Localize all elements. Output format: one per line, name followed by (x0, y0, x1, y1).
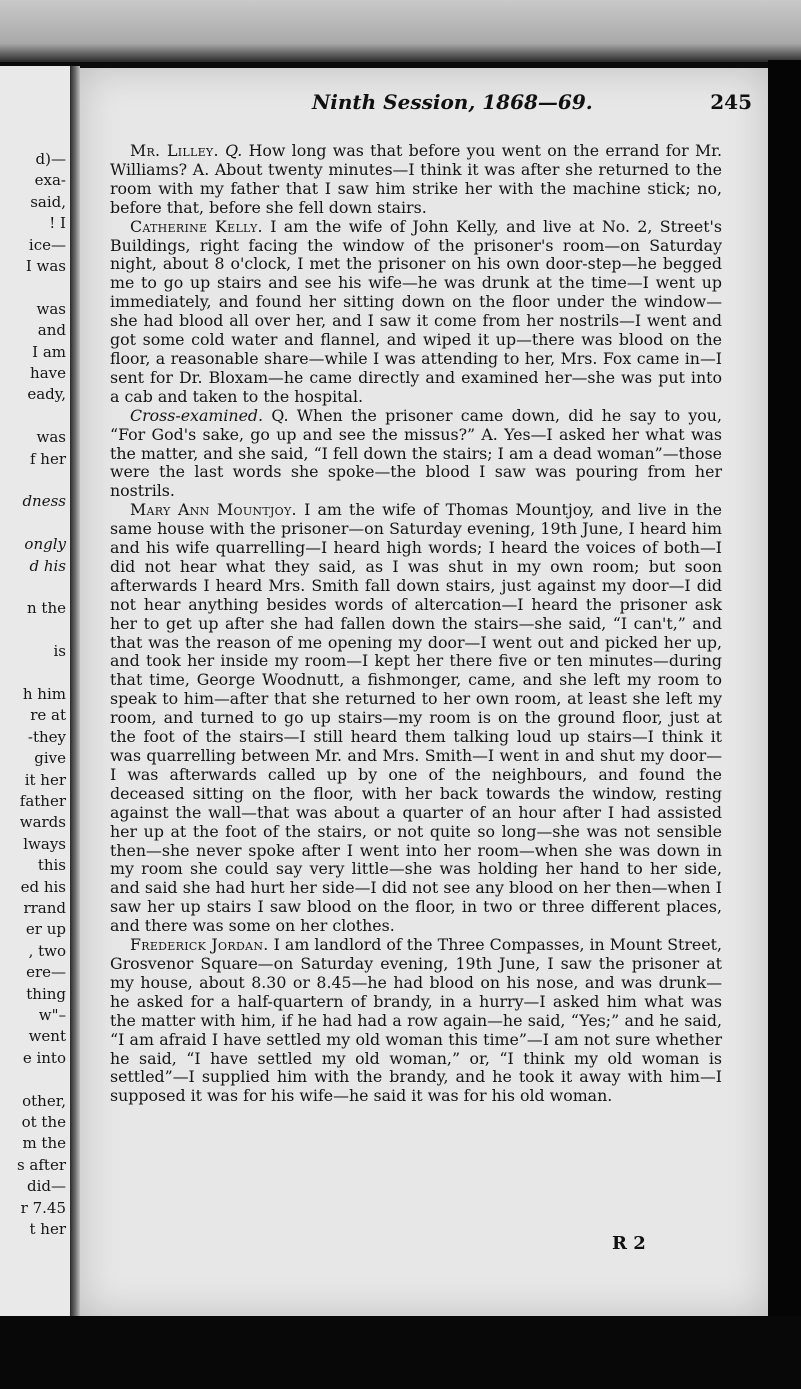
testimony-paragraph (110, 142, 722, 218)
testimony-paragraph (110, 936, 722, 1106)
facing-page-fragment: er up (25, 920, 66, 939)
facing-page-fragment: is (53, 642, 66, 661)
scan-right-border (768, 60, 801, 1389)
facing-page-fragment: ere— (26, 963, 66, 982)
facing-page-fragment: said, (30, 192, 66, 211)
facing-page-fragment: s after (16, 1155, 66, 1174)
facing-page-fragment: ice— (28, 235, 66, 254)
facing-page-fragment: d)— (35, 150, 66, 168)
facing-page-fragment: wards (19, 813, 66, 832)
facing-page-fragment: w"– (38, 1006, 66, 1024)
facing-page-fragment: dness (22, 492, 66, 511)
examination-label: Q. (225, 141, 243, 160)
facing-page-fragment: ot the (21, 1113, 66, 1131)
facing-page-fragment: this (37, 856, 66, 875)
testimony-paragraph (110, 407, 722, 502)
facing-page-fragment: t her (29, 1220, 66, 1238)
witness-name: Frederick Jordan. (130, 935, 269, 955)
facing-page-fragment: -they (27, 727, 66, 746)
facing-page-fragment: and (37, 321, 66, 340)
facing-page-fragment: rrand (23, 899, 66, 917)
facing-page-fragment: lways (23, 834, 66, 853)
page-number: 245 (710, 90, 752, 114)
testimony-text: I am landlord of the Three Compasses, in Mount Street, Grosvenor Square—on Saturday evening, 19th June, I saw the prisoner at my house, about 8.30 or 8.45—he had blood on his nose, and was drunk—he asked for a half-quartern of brandy, in a hurry—I asked him what was the matter with him, if he had had a row again—he said, “Yes;” and he said, “I am afraid I have settled my old woman this time”—I am not sure whether he said, “I have settled my old woman,” or, “I think my old woman is settled”—I supplied him with the brandy, and he took it away with him—I supposed it was for his wife—he said it was for his old woman. (110, 935, 722, 1106)
running-header (312, 90, 752, 120)
facing-page-fragment: was (36, 299, 66, 318)
facing-page-fragment: , two (28, 941, 66, 960)
examination-label: Cross-examined. (130, 405, 264, 425)
facing-page-fragment: m the (22, 1134, 66, 1153)
facing-page-fragment: I am (32, 342, 66, 361)
facing-page-fragment: n the (27, 599, 66, 618)
facing-page-fragment: re at (30, 706, 66, 725)
book-gutter (70, 66, 80, 1316)
facing-page-fragment: thing (26, 984, 66, 1003)
facing-page-fragment: eady, (27, 385, 66, 404)
document-page (80, 68, 768, 1316)
facing-page-fragment: d his (29, 556, 66, 575)
signature-mark: R 2 (612, 1233, 646, 1254)
facing-page-fragment: r 7.45 (20, 1198, 66, 1217)
facing-page-fragment: exa- (34, 171, 66, 190)
facing-page-fragment: h him (22, 685, 66, 703)
facing-page-fragment: father (19, 792, 66, 810)
testimony-text: I am the wife of John Kelly, and live at No. 2, Street's Buildings, right facing the window of the prisoner's room—on Saturday night, about 8 o'clock, I met the prisoner on his own door-step—he begged me to go up stairs and see his wife—he was drunk at the time—I went up immediately, and found her sitting down on the floor under the window—she had blood all over her, and I saw it come from her nostrils—I went and got some cold water and flannel, and wiped it up—there was blood on the floor, a reasonable share—while I was attending to her, Mrs. Fox came in—I sent for Dr. Bloxam—he came directly and examined her—she was put into a cab and taken to the hospital. (110, 216, 722, 406)
facing-page-fragment: ongly (24, 535, 66, 554)
testimony-paragraph (110, 218, 722, 407)
scan-bottom-border (0, 1316, 801, 1389)
facing-page-fragment: ed his (20, 877, 66, 896)
facing-page-fragment: did— (26, 1177, 66, 1196)
facing-page-fragment: went (28, 1027, 66, 1046)
testimony-text: I am the wife of Thomas Mountjoy, and live in the same house with the prisoner—on Saturday evening, 19th June, I heard him and his wife quarrelling—I heard high words; I heard the voices of both—I did not hear what they said, as I was shut in my own room; but soon afterwards I heard Mrs. Smith fall down stairs, just against my door—I did not hear anything besides words of altercation—I heard the prisoner ask her to get up after she had fallen down the stairs—she said, “I can't,” and that was the reason of me opening my door—I went out and picked her up, and took her inside my room—I kept her there five or ten minutes—during that time, George Woodnutt, a fishmonger, came, and she left my room to speak to him—after that she returned to her own room, at least she left my room, and turned to go up stairs—my room is on the ground floor, just at the foot of the stairs—I still heard them talking loud up stairs—I think it was quarrelling between Mr. and Mrs. Smith—I went in and shut my door—I was afterwards called up by one of the neighbours, and found the deceased sitting on the floor, with her back towards the window, resting against the wall—that was about a quarter of an hour after I had assisted her up at the foot of the stairs, or not quite so long—she was not sensible then—she never spoke after I went into her room—when she was down in my room she could say very little—she was holding her hand to her side, and said she had hurt her side—I did not see any blood on her then—when I saw her up stairs I saw blood on the floor, in two or three different places, and there was some on her clothes. (110, 500, 723, 936)
witness-name: Catherine Kelly. (130, 216, 263, 236)
body-text (110, 142, 722, 1106)
scan-top-band (0, 0, 801, 62)
facing-page-fragment: was (36, 428, 66, 447)
witness-name: Mr. Lilley. (130, 141, 219, 160)
facing-page-fragment: it her (24, 770, 66, 789)
running-title: Ninth Session, 1868—69. (312, 90, 593, 114)
facing-page-fragment: I was (25, 257, 66, 275)
facing-page-fragment: ! I (49, 214, 66, 233)
facing-page-fragment: have (30, 364, 66, 382)
testimony-text: How long was that before you went on the errand for Mr. Williams? A. About twenty minutes—I think it was after she returned to the room with my father that I saw him strike her with the machine stick; no, before that, before she fell down stairs. (110, 141, 722, 217)
testimony-paragraph (110, 501, 722, 936)
facing-page-fragment: give (34, 749, 66, 768)
testimony-text: Q. When the prisoner came down, did he say to you, “For God's sake, go up and see the missus?” A. Yes—I asked her what was the matter, and she said, “I fell down the stairs; I am a dead woman”—those were the last words she spoke—the blood I saw was pouring from her nostrils. (110, 405, 722, 501)
facing-page-fragment: other, (22, 1091, 66, 1110)
witness-name: Mary Ann Mountjoy. (130, 500, 297, 520)
facing-page-edge (0, 66, 73, 1316)
facing-page-fragment: e into (22, 1048, 66, 1067)
facing-page-fragment: f her (29, 449, 66, 468)
